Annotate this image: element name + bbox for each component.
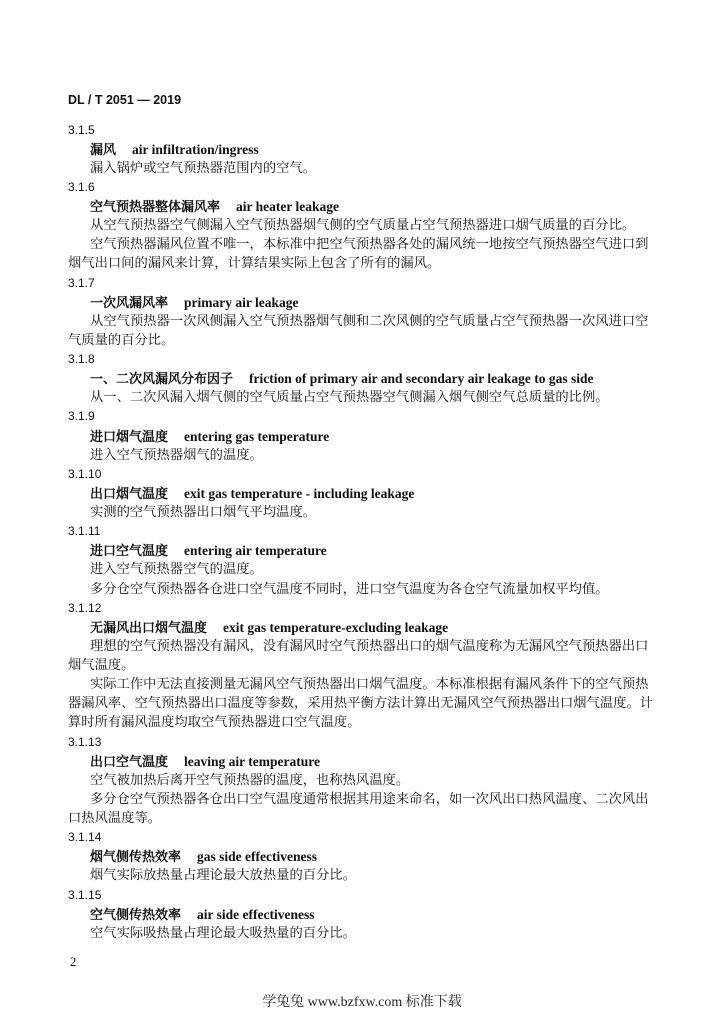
term-chinese: 空气侧传热效率 [90, 907, 182, 923]
term-chinese: 出口烟气温度 [90, 486, 169, 502]
definition-line: 进入空气预热器烟气的温度。 [90, 447, 263, 463]
definition-line: 空气被加热后离开空气预热器的温度，也称热风温度。 [90, 772, 410, 788]
terms-list [0, 121, 724, 943]
definition-line: 烟气温度。 [68, 658, 135, 673]
definition-line: 实测的空气预热器出口烟气平均温度。 [90, 505, 317, 520]
definition-line: 从空气预热器一次风侧漏入空气预热器烟气侧和二次风侧的空气质量占空气预热器一次风进口空 [90, 313, 649, 329]
term-entry-3-1-11 [0, 522, 724, 599]
term-entry-3-1-10 [0, 465, 724, 522]
term-entry-3-1-7 [0, 274, 724, 351]
term-english: gas side effectiveness [197, 849, 317, 865]
term-chinese: 空气预热器整体漏风率 [90, 200, 221, 215]
clause-number: 3.1.9 [68, 409, 95, 424]
term-entry-3-1-5 [0, 121, 724, 178]
term-chinese: 出口空气温度 [90, 754, 169, 770]
term-english: air heater leakage [236, 199, 339, 214]
page-number: 2 [70, 955, 77, 969]
clause-number: 3.1.5 [68, 122, 95, 137]
clause-number: 3.1.12 [68, 600, 102, 615]
term-english: air side effectiveness [197, 906, 315, 922]
term-heading [0, 847, 724, 866]
definition-line: 空气实际吸热量占理论最大吸热量的百分比。 [90, 925, 356, 941]
term-entry-3-1-13 [0, 733, 724, 829]
clause-number: 3.1.14 [68, 830, 102, 845]
definition-line: 烟气出口间的漏风来计算，计算结果实际上包含了所有的漏风。 [68, 256, 441, 272]
definition-line: 空气预热器漏风位置不唯一，本标准中把空气预热器各处的漏风统一地按空气预热器空气进口到 [90, 237, 649, 253]
term-chinese: 漏风 [90, 142, 117, 158]
clause-number: 3.1.15 [68, 887, 102, 902]
term-chinese: 烟气侧传热效率 [90, 850, 182, 866]
term-entry-3-1-12 [0, 599, 724, 733]
term-chinese: 一、二次风漏风分布因子 [90, 372, 234, 388]
definition-line: 气质量的百分比。 [68, 332, 175, 348]
definition-line: 多分仓空气预热器各仓进口空气温度不同时，进口空气温度为各仓空气流量加权平均值。 [90, 581, 609, 597]
term-english: air infiltration/ingress [132, 141, 259, 157]
clause-number: 3.1.6 [68, 179, 95, 194]
definition-line: 从空气预热器空气侧漏入空气预热器烟气侧的空气质量占空气预热器进口烟气质量的百分比。 [90, 218, 636, 234]
definition-line: 器漏风率、空气预热器出口温度等参数，采用热平衡方法计算出无漏风空气预热器出口烟气温度。计 [68, 696, 654, 712]
term-entry-3-1-15 [0, 886, 724, 943]
definition-line: 算时所有漏风温度均取空气预热器进口空气温度。 [68, 715, 361, 731]
clause-number: 3.1.8 [68, 352, 95, 366]
definition-line: 口热风温度等。 [68, 811, 162, 826]
term-heading [0, 752, 724, 771]
term-entry-3-1-8 [0, 350, 724, 407]
term-heading [0, 484, 724, 503]
document-code-header: DL / T 2051 — 2019 [68, 93, 182, 107]
term-entry-3-1-14 [0, 828, 724, 885]
term-english: exit gas temperature - including leakage [184, 485, 415, 501]
term-heading [0, 541, 724, 560]
definition-line: 从一、二次风漏入烟气侧的空气质量占空气预热器空气侧漏入烟气侧空气总质量的比例。 [90, 390, 609, 406]
clause-number: 3.1.13 [68, 734, 102, 749]
term-english: leaving air temperature [184, 753, 320, 769]
term-chinese: 进口烟气温度 [90, 429, 169, 445]
term-heading [0, 427, 724, 446]
definition-line: 理想的空气预热器没有漏风，没有漏风时空气预热器出口的烟气温度称为无漏风空气预热器出口 [90, 638, 649, 654]
term-chinese: 进口空气温度 [90, 544, 169, 560]
definition-line: 多分仓空气预热器各仓出口空气温度通常根据其用途来命名，如一次风出口热风温度、二次风出 [90, 791, 649, 807]
term-entry-3-1-6 [0, 178, 724, 274]
definition-line: 烟气实际放热量占理论最大放热量的百分比。 [90, 868, 356, 884]
term-heading [0, 197, 724, 216]
definition-line: 进入空气预热器空气的温度。 [90, 562, 263, 578]
clause-number: 3.1.10 [68, 466, 102, 481]
term-heading [0, 618, 724, 637]
footer-watermark: 学兔兔 www.bzfxw.com 标准下载 [262, 995, 462, 1010]
term-english: entering gas temperature [184, 428, 330, 444]
definition-line: 实际工作中无法直接测量无漏风空气预热器出口烟气温度。本标准根据有漏风条件下的空气预热 [90, 677, 649, 693]
term-english: friction of primary air and secondary air leakage to gas side [249, 371, 594, 387]
term-entry-3-1-9 [0, 407, 724, 464]
term-chinese: 无漏风出口烟气温度 [90, 620, 208, 636]
term-english: primary air leakage [184, 294, 299, 310]
term-chinese: 一次风漏风率 [90, 295, 169, 311]
term-heading [0, 140, 724, 159]
clause-number: 3.1.11 [68, 524, 101, 539]
term-english: exit gas temperature-excluding leakage [223, 619, 449, 635]
term-heading [0, 369, 724, 388]
term-heading [0, 905, 724, 924]
clause-number: 3.1.7 [68, 275, 95, 290]
definition-line: 漏入锅炉或空气预热器范围内的空气。 [90, 160, 317, 176]
term-heading [0, 293, 724, 312]
term-english: entering air temperature [184, 543, 327, 559]
